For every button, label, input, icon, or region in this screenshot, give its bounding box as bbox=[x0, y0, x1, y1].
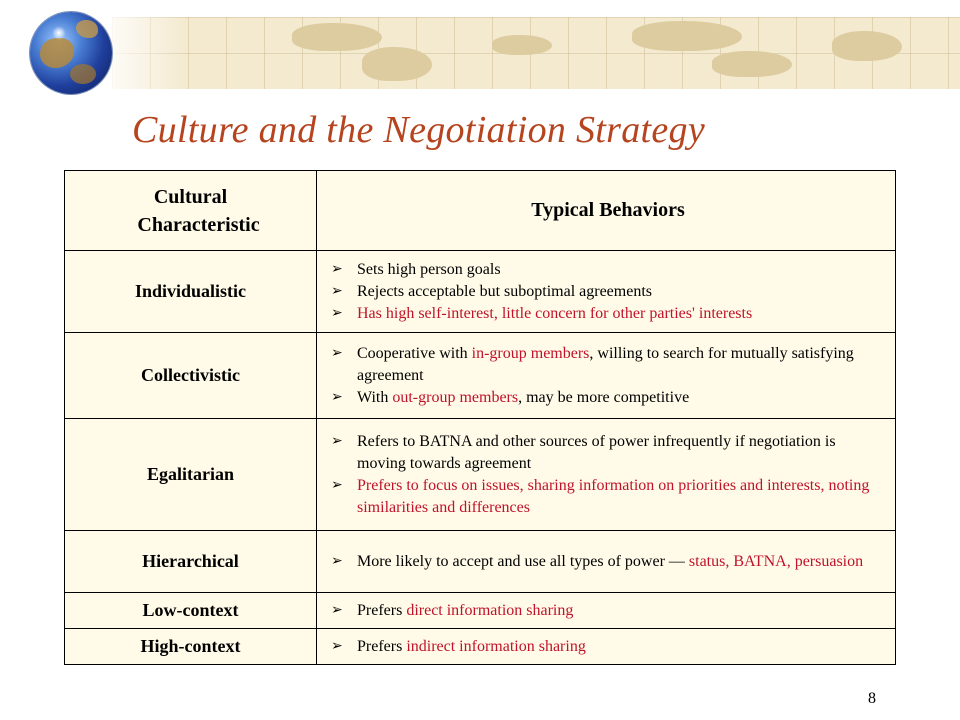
table-row bbox=[65, 593, 896, 629]
table-row bbox=[65, 531, 896, 593]
arrow-bullet-icon: ➢ bbox=[331, 261, 343, 277]
list-item: ➢ Prefers to focus on issues, sharing information on priorities and interests, noting similarities and differences bbox=[331, 476, 870, 516]
list-item: ➢ Cooperative with in-group members, willing to search for mutually satisfying agreement bbox=[331, 344, 854, 384]
arrow-bullet-icon: ➢ bbox=[331, 433, 343, 449]
list-item: ➢ Prefers indirect information sharing bbox=[331, 636, 885, 658]
table-row bbox=[65, 333, 896, 419]
behaviors-cell bbox=[317, 629, 896, 665]
characteristic-cell: Low-context bbox=[65, 593, 317, 629]
table-row bbox=[65, 629, 896, 665]
arrow-bullet-icon: ➢ bbox=[331, 638, 343, 654]
map-banner bbox=[112, 17, 960, 89]
arrow-bullet-icon: ➢ bbox=[331, 283, 343, 299]
page-number: 8 bbox=[868, 690, 876, 707]
globe-icon bbox=[30, 12, 112, 94]
behaviors-cell bbox=[317, 531, 896, 593]
arrow-bullet-icon: ➢ bbox=[331, 389, 343, 405]
header-characteristic: Cultural Characteristic bbox=[65, 171, 317, 251]
header-behaviors: Typical Behaviors bbox=[317, 171, 896, 251]
characteristic-cell: Egalitarian bbox=[65, 419, 317, 531]
characteristic-cell: Collectivistic bbox=[65, 333, 317, 419]
arrow-bullet-icon: ➢ bbox=[331, 477, 343, 493]
arrow-bullet-icon: ➢ bbox=[331, 553, 343, 569]
arrow-bullet-icon: ➢ bbox=[331, 602, 343, 618]
characteristic-cell: Hierarchical bbox=[65, 531, 317, 593]
table-row bbox=[65, 419, 896, 531]
list-item: ➢ Sets high person goals bbox=[331, 259, 885, 281]
table-row bbox=[65, 251, 896, 333]
list-item: ➢ Has high self-interest, little concern for other parties' interests bbox=[331, 303, 885, 325]
list-item: ➢ More likely to accept and use all types of power — status, BATNA, persuasion bbox=[331, 551, 885, 573]
table-header-row bbox=[65, 171, 896, 251]
list-item: ➢ Rejects acceptable but suboptimal agreements bbox=[331, 281, 885, 303]
characteristic-cell: Individualistic bbox=[65, 251, 317, 333]
list-item: ➢ Refers to BATNA and other sources of power infrequently if negotiation is moving towards agreement bbox=[331, 432, 836, 472]
slide-title: Culture and the Negotiation Strategy bbox=[132, 109, 706, 151]
behaviors-cell bbox=[317, 593, 896, 629]
behaviors-cell bbox=[317, 419, 896, 531]
list-item: ➢ Prefers direct information sharing bbox=[331, 600, 885, 622]
behaviors-cell bbox=[317, 251, 896, 333]
culture-behaviors-table bbox=[64, 170, 896, 665]
arrow-bullet-icon: ➢ bbox=[331, 305, 343, 321]
characteristic-cell: High-context bbox=[65, 629, 317, 665]
list-item: ➢ With out-group members, may be more competitive bbox=[331, 387, 885, 409]
arrow-bullet-icon: ➢ bbox=[331, 345, 343, 361]
behaviors-cell bbox=[317, 333, 896, 419]
